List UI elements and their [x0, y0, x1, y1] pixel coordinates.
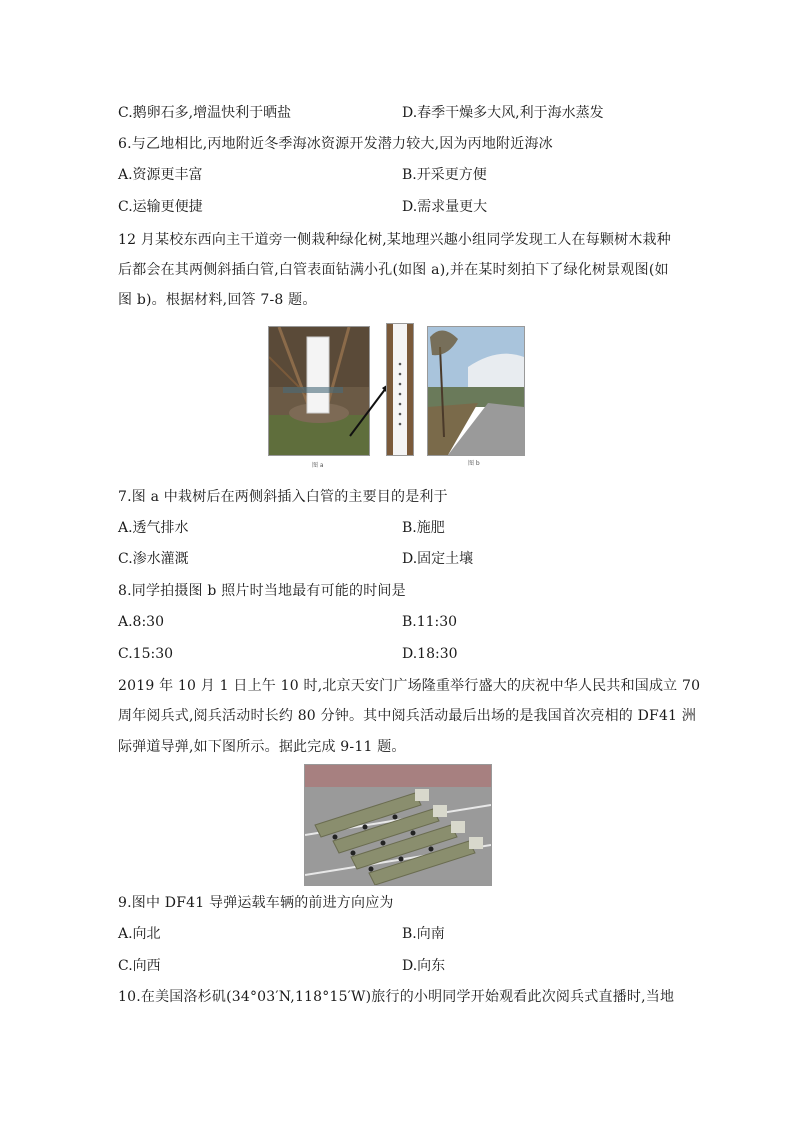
passage2-line1: 12 月某校东西向主干道旁一侧栽种绿化树,某地理兴趣小组同学发现工人在每颗树木栽种 — [118, 232, 671, 248]
q10-stem: 10.在美国洛杉矶(34°03′N,118°15′W)旅行的小明同学开始观看此次阅兵式直播时,当地 — [118, 989, 675, 1005]
q9-option-b[interactable]: B.向南 — [402, 926, 445, 942]
q7-option-d[interactable]: D.固定土壤 — [402, 551, 474, 567]
q8-option-c[interactable]: C.15:30 — [118, 646, 174, 662]
passage3-line3: 际弹道导弹,如下图所示。据此完成 9-11 题。 — [118, 739, 406, 755]
figure-b-photo — [427, 326, 525, 456]
missile-parade-photo — [304, 764, 492, 886]
q5-option-d[interactable]: D.春季干燥多大风,利于海水蒸发 — [402, 105, 604, 121]
q6-option-b[interactable]: B.开采更方便 — [402, 167, 487, 183]
q8-stem: 8.同学拍摄图 b 照片时当地最有可能的时间是 — [118, 583, 406, 599]
passage3-line2: 周年阅兵式,阅兵活动时长约 80 分钟。其中阅兵活动最后出场的是我国首次亮相的 DF41 洲 — [118, 708, 697, 724]
passage3-line1: 2019 年 10 月 1 日上午 10 时,北京天安门广场隆重举行盛大的庆祝中华人民共和国成立 70 — [118, 678, 701, 694]
q9-option-c[interactable]: C.向西 — [118, 958, 161, 974]
q8-option-a[interactable]: A.8:30 — [118, 614, 164, 630]
passage2-line3: 图 b)。根据材料,回答 7-8 题。 — [118, 292, 317, 308]
q7-option-a[interactable]: A.透气排水 — [118, 520, 189, 536]
q7-option-c[interactable]: C.渗水灌溉 — [118, 551, 189, 567]
caption-figure-a: 图 a — [312, 462, 324, 469]
figure-a-pipe-detail — [386, 323, 414, 456]
q8-option-d[interactable]: D.18:30 — [402, 646, 458, 662]
q9-option-a[interactable]: A.向北 — [118, 926, 161, 942]
q9-stem: 9.图中 DF41 导弹运载车辆的前进方向应为 — [118, 895, 394, 911]
q9-option-d[interactable]: D.向东 — [402, 958, 446, 974]
q6-option-a[interactable]: A.资源更丰富 — [118, 167, 203, 183]
q6-stem: 6.与乙地相比,丙地附近冬季海冰资源开发潜力较大,因为丙地附近海冰 — [118, 136, 553, 152]
q8-option-b[interactable]: B.11:30 — [402, 614, 458, 630]
passage2-line2: 后都会在其两侧斜插白管,白管表面钻满小孔(如图 a),并在某时刻拍下了绿化树景观图(如 — [118, 262, 669, 278]
q6-option-c[interactable]: C.运输更便捷 — [118, 199, 203, 215]
q7-option-b[interactable]: B.施肥 — [402, 520, 445, 536]
caption-figure-b: 图 b — [468, 460, 480, 467]
q6-option-d[interactable]: D.需求量更大 — [402, 199, 488, 215]
q5-option-c[interactable]: C.鹅卵石多,增温快利于晒盐 — [118, 105, 292, 121]
q7-stem: 7.图 a 中栽树后在两侧斜插入白管的主要目的是利于 — [118, 489, 448, 505]
